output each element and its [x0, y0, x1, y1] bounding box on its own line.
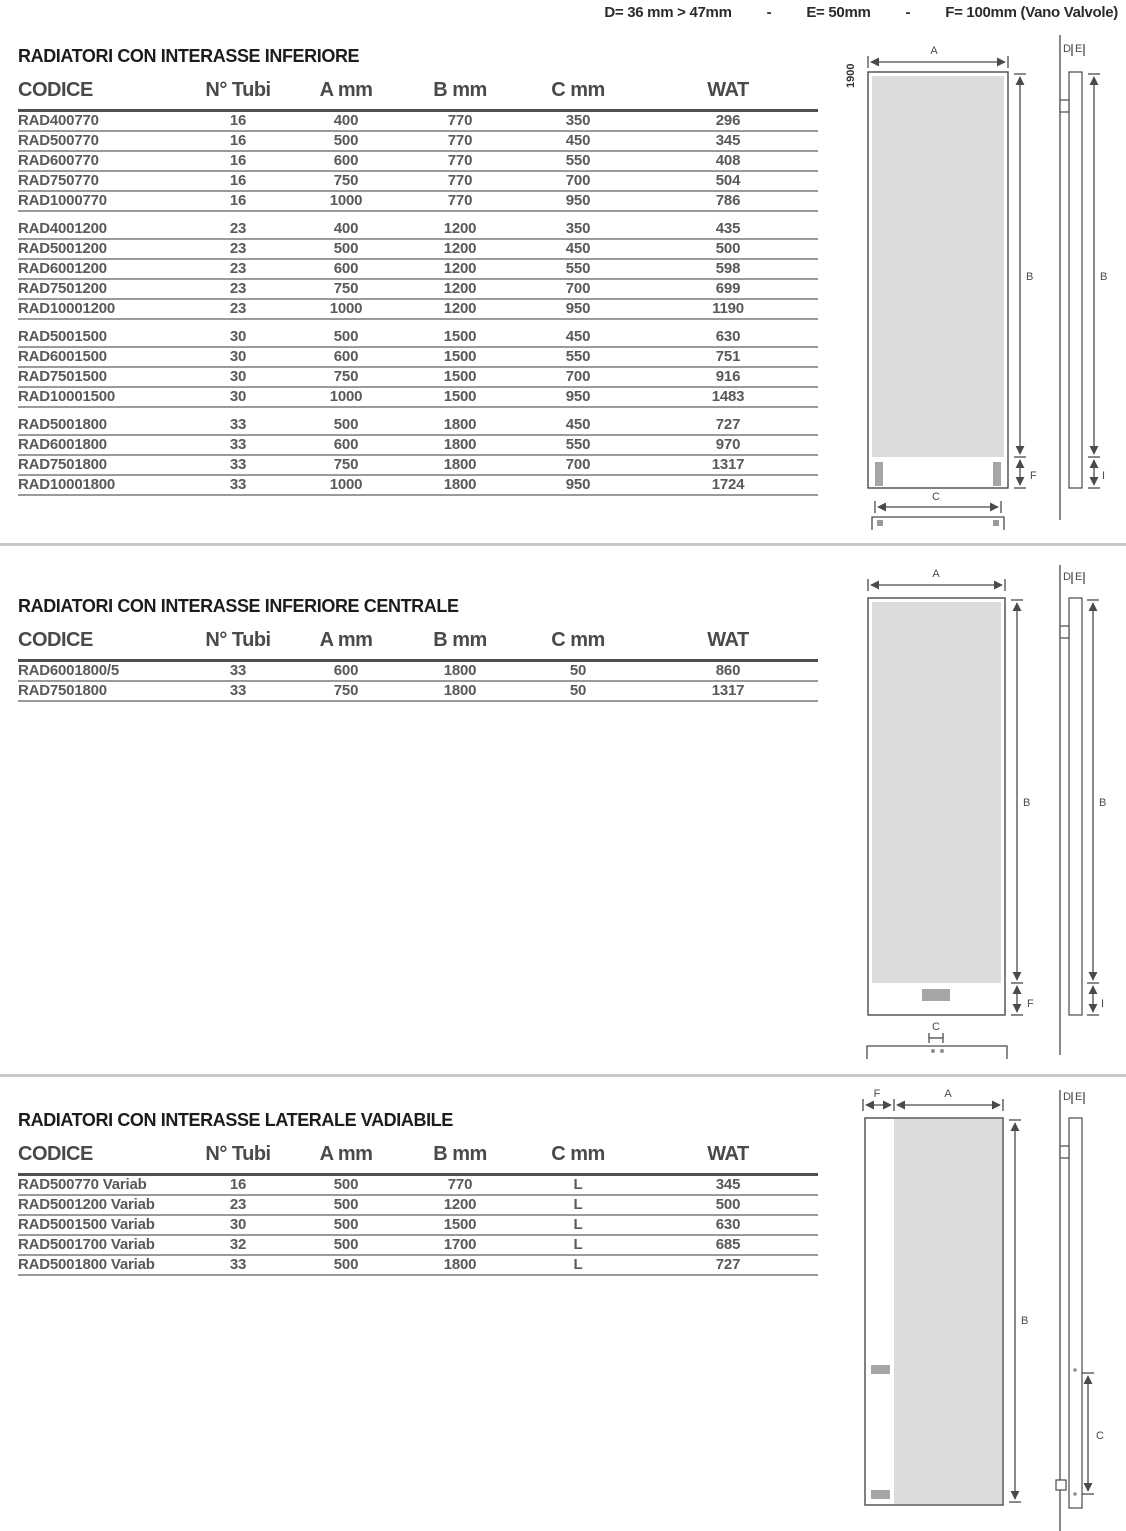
table-cell: 500	[290, 415, 402, 435]
dimension-b-front	[1011, 600, 1030, 983]
table-cell: 50	[518, 661, 638, 681]
table-cell: 770	[402, 111, 518, 131]
table-cell: 30	[186, 367, 290, 387]
spec-table-laterale	[18, 1141, 818, 1276]
table-cell: 550	[518, 435, 638, 455]
table-cell: 23	[186, 1195, 290, 1215]
table-cell: 1500	[402, 347, 518, 367]
table-cell: RAD10001200	[18, 299, 186, 319]
table-cell: 1724	[638, 475, 818, 495]
connection-point-lower	[1073, 1492, 1077, 1496]
table-cell: 685	[638, 1235, 818, 1255]
table-cell: 33	[186, 475, 290, 495]
dim-label-e: E	[1075, 571, 1083, 583]
dimension-c-small	[929, 1021, 943, 1043]
dim-label-f: F	[873, 1088, 881, 1100]
column-header: C mm	[518, 1141, 638, 1175]
table-cell: 1800	[402, 681, 518, 701]
table-row	[18, 327, 818, 347]
table-cell: 1483	[638, 387, 818, 407]
table-cell: RAD7501800	[18, 681, 186, 701]
dim-label-b: B	[1021, 1315, 1029, 1327]
wall-bracket-rail	[872, 517, 1004, 530]
table-cell: 500	[638, 239, 818, 259]
table-row	[18, 259, 818, 279]
table-cell: 30	[186, 387, 290, 407]
table-row	[18, 681, 818, 701]
table-cell: 500	[290, 1215, 402, 1235]
spec-table-inferiore-centrale	[18, 627, 818, 702]
table-cell: RAD5001200	[18, 239, 186, 259]
table-cell: 600	[290, 661, 402, 681]
column-header: WAT	[638, 77, 818, 111]
dim-label-1900: 1900	[845, 63, 857, 88]
table-cell: RAD5001800 Variab	[18, 1255, 186, 1275]
table-cell: 23	[186, 239, 290, 259]
table-cell: 32	[186, 1235, 290, 1255]
table-cell: RAD6001500	[18, 347, 186, 367]
table-row	[18, 1195, 818, 1215]
table-cell: L	[518, 1195, 638, 1215]
diagram-radiator-lateral-connection	[850, 1082, 1126, 1531]
column-header: WAT	[638, 1141, 818, 1175]
wall-mount	[1060, 100, 1069, 112]
radiator-side-view	[1060, 565, 1106, 1055]
table-cell: 450	[518, 239, 638, 259]
table-row	[18, 1255, 818, 1275]
table-cell: 23	[186, 299, 290, 319]
table-row	[18, 387, 818, 407]
table-cell: 550	[518, 259, 638, 279]
table-cell: 33	[186, 415, 290, 435]
table-cell: RAD400770	[18, 111, 186, 131]
table-cell: 500	[290, 1235, 402, 1255]
table-row	[18, 1215, 818, 1235]
table-header-row	[18, 77, 818, 111]
table-cell: 500	[290, 239, 402, 259]
table-row	[18, 131, 818, 151]
table-cell: 345	[638, 1175, 818, 1195]
table-cell: 1317	[638, 455, 818, 475]
table-cell: 16	[186, 191, 290, 211]
radiator-front-view	[868, 72, 1008, 488]
table-cell: 30	[186, 1215, 290, 1235]
table-row	[18, 151, 818, 171]
table-row	[18, 1175, 818, 1195]
table-cell: 33	[186, 681, 290, 701]
table-cell: 770	[402, 131, 518, 151]
table-cell: 770	[402, 1175, 518, 1195]
table-cell: 345	[638, 131, 818, 151]
table-cell: 16	[186, 151, 290, 171]
table-cell: RAD6001800	[18, 435, 186, 455]
table-cell: 786	[638, 191, 818, 211]
table-cell: 1200	[402, 239, 518, 259]
legend-separator: -	[766, 4, 772, 21]
table-header-row	[18, 627, 818, 661]
table-cell: 1700	[402, 1235, 518, 1255]
table-cell: 1317	[638, 681, 818, 701]
table-row	[18, 455, 818, 475]
table-cell: 23	[186, 219, 290, 239]
table-cell: 1500	[402, 387, 518, 407]
group-gap	[18, 211, 818, 219]
dimension-a	[868, 568, 1005, 591]
table-cell: 550	[518, 151, 638, 171]
table-row	[18, 239, 818, 259]
column-header: CODICE	[18, 1141, 186, 1175]
dim-label-a: A	[930, 45, 938, 57]
dim-label-a: A	[944, 1088, 952, 1100]
table-cell: 950	[518, 387, 638, 407]
table-row	[18, 111, 818, 131]
section-title: RADIATORI CON INTERASSE LATERALE VADIABILE	[18, 1110, 453, 1130]
table-cell: 1200	[402, 1195, 518, 1215]
table-cell: 550	[518, 347, 638, 367]
connection-tab-center	[922, 989, 950, 1001]
dim-label-f: F	[1027, 998, 1034, 1010]
table-cell: 750	[290, 171, 402, 191]
table-cell: 1800	[402, 475, 518, 495]
table-cell: 950	[518, 299, 638, 319]
table-cell: 500	[638, 1195, 818, 1215]
table-cell: 1500	[402, 367, 518, 387]
table-cell: 770	[402, 191, 518, 211]
column-header: WAT	[638, 627, 818, 661]
table-cell: RAD600770	[18, 151, 186, 171]
column-header: C mm	[518, 627, 638, 661]
table-cell: 700	[518, 367, 638, 387]
table-cell: 50	[518, 681, 638, 701]
table-cell: 1000	[290, 299, 402, 319]
table-cell: 699	[638, 279, 818, 299]
table-cell: 1190	[638, 299, 818, 319]
dimension-f	[863, 1088, 894, 1111]
radiator-side-view	[1056, 1090, 1104, 1531]
table-cell: 630	[638, 327, 818, 347]
table-cell: 700	[518, 279, 638, 299]
table-row	[18, 219, 818, 239]
dimension-f	[1014, 460, 1037, 488]
table-cell: 1500	[402, 327, 518, 347]
table-cell: 1800	[402, 435, 518, 455]
table-cell: RAD4001200	[18, 219, 186, 239]
table-cell: 16	[186, 1175, 290, 1195]
table-cell: 860	[638, 661, 818, 681]
column-header: N° Tubi	[186, 1141, 290, 1175]
table-cell: RAD6001800/5	[18, 661, 186, 681]
table-cell: 350	[518, 111, 638, 131]
column-header: N° Tubi	[186, 627, 290, 661]
table-row	[18, 347, 818, 367]
table-cell: RAD500770	[18, 131, 186, 151]
table-cell: 16	[186, 171, 290, 191]
table-cell: 770	[402, 151, 518, 171]
table-cell: RAD500770 Variab	[18, 1175, 186, 1195]
table-cell: 16	[186, 111, 290, 131]
table-cell: 600	[290, 347, 402, 367]
dimension-c	[875, 491, 1001, 513]
table-row	[18, 1235, 818, 1255]
table-cell: 950	[518, 191, 638, 211]
table-cell: 450	[518, 327, 638, 347]
table-cell: 916	[638, 367, 818, 387]
spec-table-inferiore	[18, 77, 818, 496]
table-cell: 750	[290, 367, 402, 387]
dim-label-f: F	[1030, 470, 1037, 482]
dimension-legend	[604, 4, 1118, 21]
table-cell: RAD10001500	[18, 387, 186, 407]
table-cell: 16	[186, 131, 290, 151]
radiator-side-view	[1060, 35, 1107, 520]
table-cell: 700	[518, 171, 638, 191]
table-cell: 33	[186, 661, 290, 681]
section-title: RADIATORI CON INTERASSE INFERIORE CENTRALE	[18, 596, 459, 616]
column-header: A mm	[290, 1141, 402, 1175]
table-cell: 1200	[402, 299, 518, 319]
section-title: RADIATORI CON INTERASSE INFERIORE	[18, 46, 360, 66]
table-cell: RAD1000770	[18, 191, 186, 211]
table-cell: L	[518, 1175, 638, 1195]
radiator-front-view	[865, 1118, 1003, 1505]
table-cell: 1200	[402, 259, 518, 279]
dimension-b-front	[1009, 1120, 1028, 1502]
table-row	[18, 171, 818, 191]
dim-label-b-side: B	[1099, 797, 1107, 809]
dimension-c	[1082, 1373, 1104, 1494]
column-header: A mm	[290, 627, 402, 661]
table-cell: 1800	[402, 661, 518, 681]
table-cell: RAD5001700 Variab	[18, 1235, 186, 1255]
dimension-a	[897, 1088, 1003, 1111]
table-cell: L	[518, 1235, 638, 1255]
table-cell: RAD7501200	[18, 279, 186, 299]
table-cell: RAD7501500	[18, 367, 186, 387]
table-cell: 500	[290, 1175, 402, 1195]
side-profile	[1069, 1118, 1082, 1508]
table-cell: 1800	[402, 1255, 518, 1275]
connection-tab-upper	[871, 1365, 890, 1374]
column-header: C mm	[518, 77, 638, 111]
table-cell: 1500	[402, 1215, 518, 1235]
table-cell: 33	[186, 1255, 290, 1275]
table-cell: 296	[638, 111, 818, 131]
table-cell: RAD6001200	[18, 259, 186, 279]
table-cell: 770	[402, 171, 518, 191]
table-row	[18, 279, 818, 299]
table-cell: 408	[638, 151, 818, 171]
connection-point-upper	[1073, 1368, 1077, 1372]
table-cell: 23	[186, 259, 290, 279]
table-cell: 600	[290, 151, 402, 171]
table-cell: 33	[186, 455, 290, 475]
legend-item-d: D= 36 mm > 47mm	[604, 4, 732, 21]
table-row	[18, 367, 818, 387]
table-cell: 1000	[290, 387, 402, 407]
table-cell: 500	[290, 327, 402, 347]
column-header: B mm	[402, 1141, 518, 1175]
table-cell: 1800	[402, 455, 518, 475]
table-cell: 751	[638, 347, 818, 367]
wall-mount	[1060, 1146, 1069, 1158]
dim-label-c: C	[1096, 1430, 1104, 1442]
table-cell: 1000	[290, 475, 402, 495]
table-cell: 500	[290, 131, 402, 151]
table-row	[18, 661, 818, 681]
table-cell: 23	[186, 279, 290, 299]
table-cell: RAD750770	[18, 171, 186, 191]
legend-separator: -	[905, 4, 911, 21]
column-header: CODICE	[18, 77, 186, 111]
table-cell: RAD7501800	[18, 455, 186, 475]
table-cell: 970	[638, 435, 818, 455]
table-cell: 30	[186, 327, 290, 347]
table-cell: 727	[638, 415, 818, 435]
table-cell: 600	[290, 259, 402, 279]
diagram-radiator-central-connection	[850, 560, 1126, 1075]
dimension-b-front	[1014, 74, 1033, 457]
table-cell: 950	[518, 475, 638, 495]
group-gap	[18, 407, 818, 415]
radiator-front-view	[868, 598, 1005, 1015]
table-cell: 598	[638, 259, 818, 279]
table-cell: 1200	[402, 219, 518, 239]
wall-bracket-rail	[867, 1046, 1007, 1059]
column-header: B mm	[402, 77, 518, 111]
dimension-a	[868, 45, 1008, 68]
group-gap	[18, 319, 818, 327]
side-profile	[1069, 598, 1082, 1015]
legend-item-f: F= 100mm (Vano Valvole)	[945, 4, 1118, 21]
table-row	[18, 435, 818, 455]
table-cell: 400	[290, 219, 402, 239]
table-cell: 504	[638, 171, 818, 191]
table-cell: L	[518, 1255, 638, 1275]
table-cell: RAD5001800	[18, 415, 186, 435]
dim-label-c: C	[932, 1021, 940, 1033]
diagram-radiator-bottom-connection	[830, 30, 1126, 545]
dim-label-d: D	[1063, 1091, 1071, 1103]
table-cell: 727	[638, 1255, 818, 1275]
table-cell: 450	[518, 131, 638, 151]
table-cell: 630	[638, 1215, 818, 1235]
table-cell: 450	[518, 415, 638, 435]
table-cell: 400	[290, 111, 402, 131]
table-cell: 500	[290, 1195, 402, 1215]
connection-tab-left	[875, 462, 883, 486]
table-cell: RAD5001200 Variab	[18, 1195, 186, 1215]
table-cell: 1800	[402, 415, 518, 435]
connection-tab-right	[993, 462, 1001, 486]
table-cell: L	[518, 1215, 638, 1235]
table-cell: 600	[290, 435, 402, 455]
table-row	[18, 299, 818, 319]
table-cell: RAD5001500	[18, 327, 186, 347]
table-cell: 750	[290, 681, 402, 701]
dim-label-i: I	[1102, 470, 1106, 482]
table-cell: 1000	[290, 191, 402, 211]
wall-mount	[1060, 626, 1069, 638]
table-cell: 750	[290, 455, 402, 475]
table-cell: 33	[186, 435, 290, 455]
table-row	[18, 415, 818, 435]
section-interasse-inferiore	[18, 46, 818, 496]
table-cell: RAD10001800	[18, 475, 186, 495]
table-cell: 500	[290, 1255, 402, 1275]
dim-label-i: I	[1101, 998, 1105, 1010]
dim-label-d: D	[1063, 43, 1071, 55]
dimension-f	[1011, 986, 1034, 1015]
table-cell: 700	[518, 455, 638, 475]
column-header: A mm	[290, 77, 402, 111]
column-header: B mm	[402, 627, 518, 661]
column-header: N° Tubi	[186, 77, 290, 111]
dim-label-b: B	[1023, 797, 1031, 809]
table-header-row	[18, 1141, 818, 1175]
dim-label-b-side: B	[1100, 271, 1108, 283]
section-interasse-inferiore-centrale	[18, 596, 818, 702]
table-cell: 750	[290, 279, 402, 299]
dim-label-e: E	[1075, 1091, 1083, 1103]
table-cell: 435	[638, 219, 818, 239]
connection-tab-lower	[871, 1490, 890, 1499]
table-cell: 30	[186, 347, 290, 367]
column-header: CODICE	[18, 627, 186, 661]
dim-label-c: C	[932, 491, 940, 503]
table-cell: 1200	[402, 279, 518, 299]
dim-label-e: E	[1075, 43, 1083, 55]
wall-mount-lower	[1056, 1480, 1066, 1490]
table-row	[18, 191, 818, 211]
table-row	[18, 475, 818, 495]
dim-label-b: B	[1026, 271, 1034, 283]
legend-item-e: E= 50mm	[806, 4, 871, 21]
side-profile	[1069, 72, 1082, 488]
dim-label-d: D	[1063, 571, 1071, 583]
table-cell: 350	[518, 219, 638, 239]
section-interasse-laterale-variabile	[18, 1110, 818, 1276]
dim-label-a: A	[932, 568, 940, 580]
table-cell: RAD5001500 Variab	[18, 1215, 186, 1235]
